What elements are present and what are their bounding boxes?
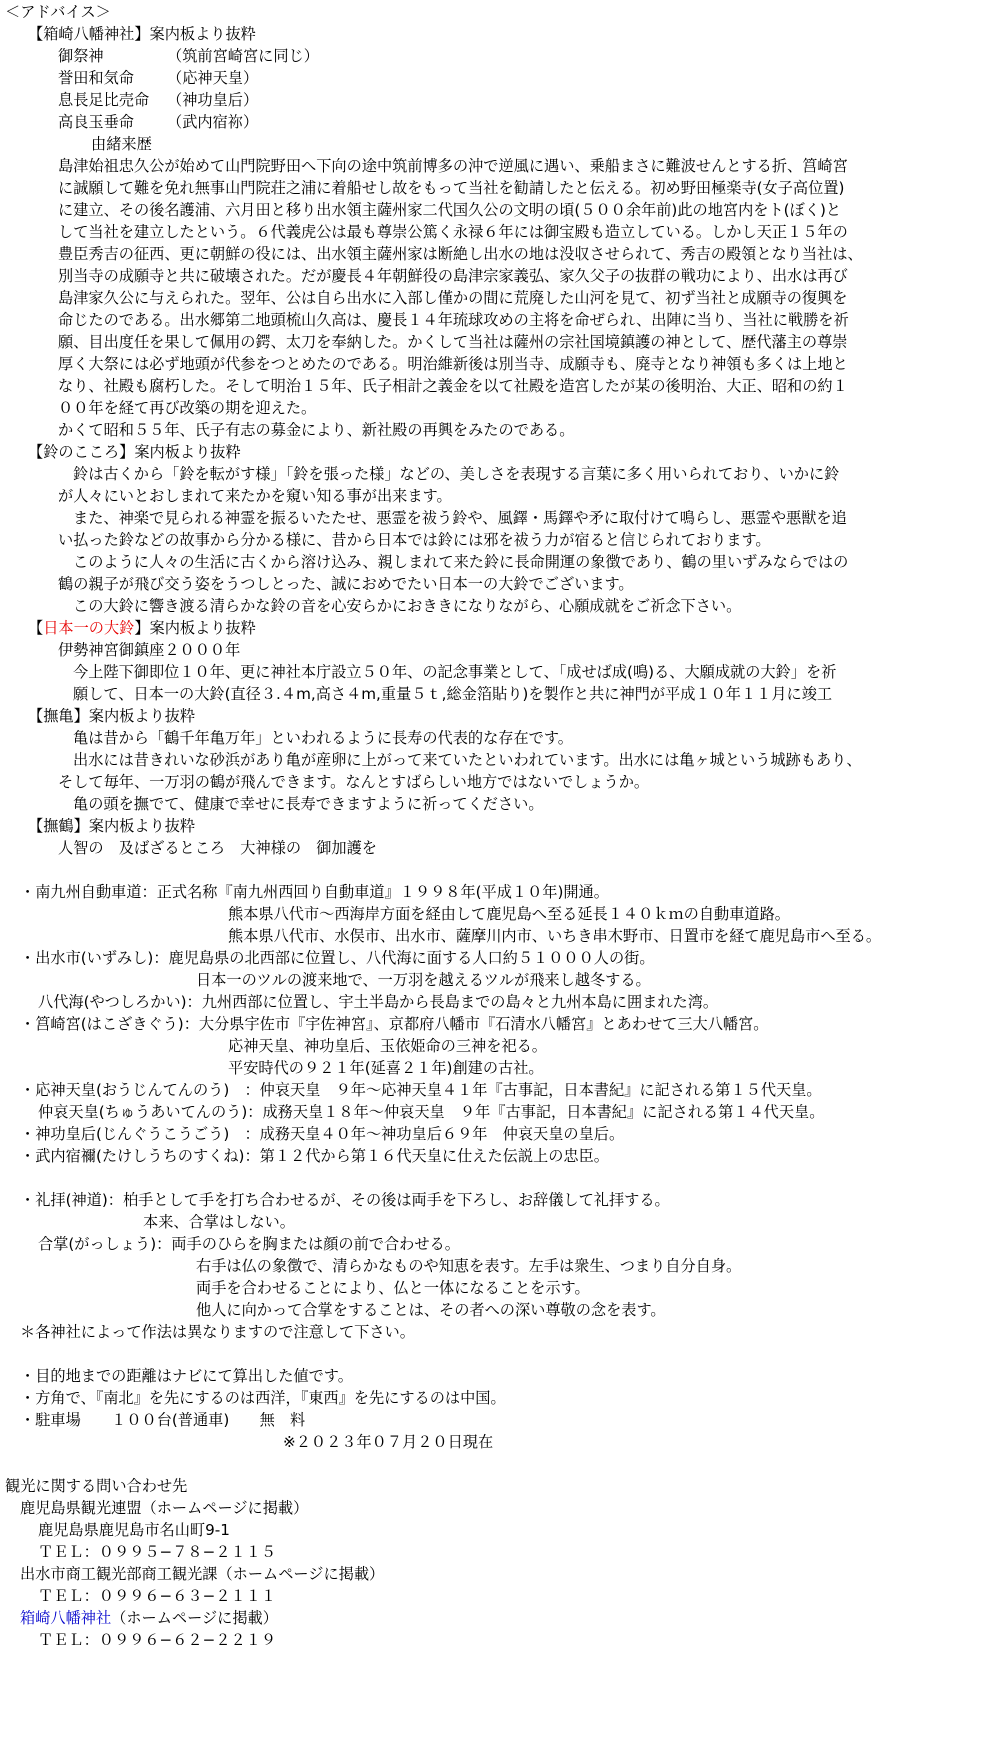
contact-tel: ＴＥＬ：０９９６−６３−２１１１ xyxy=(38,1587,277,1605)
history-line: ００年を経て再び改築の期を迎えた。 xyxy=(58,399,317,417)
contact-heading: 観光に関する問い合わせ先 xyxy=(5,1477,188,1495)
suzu-line: い払った鈴などの故事から分かる様に、昔から日本では鈴には邪を祓う力が宿ると信じられております。 xyxy=(58,531,771,549)
history-title: 由緒来歴 xyxy=(91,135,152,153)
kame-line: 出水には昔きれいな砂浜があり亀が産卵に上がって来ていたといわれています。出水には亀ヶ城という城跡もあり、 xyxy=(73,751,862,769)
note-as-of-date: ※２０２３年０７月２０日現在 xyxy=(283,1433,494,1451)
contact-org-shrine xyxy=(20,1608,278,1630)
note-izumi-city: ・出水市(いずみし)：鹿児島県の北西部に位置し、八代海に面する人口約５１０００人の街。 xyxy=(20,949,655,967)
note-ojin: ・応神天皇(おうじんてんのう) ：仲哀天皇 ９年〜応神天皇４１年『古事記，日本書紀』に記される第１５代天皇。 xyxy=(20,1081,822,1099)
deity-note: （応神天皇） xyxy=(167,69,259,87)
contact-tel: ＴＥＬ：０９９６−６２−２２１９ xyxy=(38,1631,277,1649)
history-line: に建立、その後名護浦、六月田と移り出水領主薩州家二代国久公の文明の頃(５００余年前)此の地宮内をト(ぼく)と xyxy=(58,201,842,219)
osuzu-subtitle: 伊勢神宮御鎮座２０００年 xyxy=(58,641,241,659)
suzu-line: 鈴は古くから「鈴を転がす様」「鈴を張った様」などの、美しさを表現する言葉に多く用いられており、いかに鈴 xyxy=(73,465,840,483)
deity-note: （武内宿祢） xyxy=(167,113,259,131)
suzu-title: 【鈴のこころ】案内板より抜粋 xyxy=(28,443,241,461)
deity-note: （神功皇后） xyxy=(167,91,259,109)
note-gassho: 合掌(がっしょう)：両手のひらを胸または顔の前で合わせる。 xyxy=(38,1235,460,1253)
hakozaki-title: 【箱崎八幡神社】案内板より抜粋 xyxy=(28,25,256,43)
suzu-line: また、神楽で見られる神霊を振るいたたせ、悪霊を祓う鈴や、風鐸・馬鐸や矛に取付けて鳴らし、悪霊や悪獣を追 xyxy=(73,509,847,527)
history-line: 豊臣秀吉の征西、更に朝鮮の役には、出水領主薩州家は断絶し出水の地は没収させられて、秀吉の殿領となり当社は、 xyxy=(58,245,863,263)
history-line: に誠願して難を免れ無事山門院荘之浦に着船せし故をもって当社を勧請したと伝える。初め野田極楽寺(女子高位置) xyxy=(58,179,845,197)
note-caution: ＊各神社によって作法は異なりますので注意して下さい。 xyxy=(20,1323,415,1341)
kame-line: そして毎年、一万羽の鶴が飛んできます。なんとすばらしい地方ではないでしょうか。 xyxy=(58,773,650,791)
shrine-link[interactable]: 箱崎八幡神社 xyxy=(20,1609,112,1627)
osuzu-bracket: 【 xyxy=(28,619,44,637)
osuzu-line: 今上陛下御即位１０年、更に神社本庁設立５０年、の記念事業として、「成せば成(鳴)る、大願成就の大鈴」を祈 xyxy=(73,663,837,681)
note-gassho-detail: 右手は仏の象徴で、清らかなものや知恵を表す。左手は衆生、つまり自分自身。 xyxy=(196,1257,742,1275)
deity-note: （筑前宮崎宮に同じ） xyxy=(167,47,319,65)
note-direction: ・方角で、『南北』を先にするのは西洋，『東西』を先にするのは中国。 xyxy=(20,1389,506,1407)
note-worship: ・礼拝(神道)：柏手として手を打ち合わせるが、その後は両手を下ろし、お辞儀して礼拝する。 xyxy=(20,1191,670,1209)
osuzu-title-rest: 】案内板より抜粋 xyxy=(134,619,256,637)
deity-name: 息長足比売命 xyxy=(58,91,150,109)
note-chuai: 仲哀天皇(ちゅうあいてんのう)：成務天皇１８年〜仲哀天皇 ９年『古事記，日本書紀』に記される第１４代天皇。 xyxy=(38,1103,825,1121)
history-line: なり、社殿も腐朽した。そして明治１５年、氏子相計之義金を以て社殿を造宮したが某の後明治、大正、昭和の約１ xyxy=(58,377,848,395)
history-line: 命じたのである。出水郷第二地頭梳山久高は、慶長１４年琉球攻めの主将を命ぜられ、出陣に当り、当社に戦勝を祈 xyxy=(58,311,849,329)
history-line: 願、目出度任を果して佩用の鍔、太刀を奉納した。かくして当社は薩州の宗社国境鎮護の神として、歴代藩主の尊崇 xyxy=(58,333,848,351)
contact-org-kagoshima: 鹿児島県観光連盟（ホームページに掲載） xyxy=(20,1499,309,1517)
kame-title: 【撫亀】案内板より抜粋 xyxy=(28,707,196,725)
suzu-line: 鶴の親子が飛び交う姿をうつしとった、誠におめでたい日本一の大鈴でございます。 xyxy=(58,575,634,593)
contact-tel: ＴＥＬ：０９９５−７８−２１１５ xyxy=(38,1543,277,1561)
note-parking: ・駐車場 １００台(普通車) 無 料 xyxy=(20,1411,306,1429)
deity-name: 誉田和気命 xyxy=(58,69,134,87)
note-expressway: ・南九州自動車道：正式名称『南九州西回り自動車道』１９９８年(平成１０年)開通。 xyxy=(20,883,609,901)
tsuru-line: 人智の 及ばざるところ 大神様の 御加護を xyxy=(58,839,377,857)
osuzu-title xyxy=(28,618,256,640)
history-line: して当社を建立したという。６代義虎公は最も尊崇公篤く永禄６年には御宝殿も造立している。しかし天正１５年の xyxy=(58,223,848,241)
shrine-link-note: （ホームページに掲載） xyxy=(111,1609,278,1627)
note-jingu: ・神功皇后(じんぐうこうごう) ：成務天皇４０年〜神功皇后６９年 仲哀天皇の皇后。 xyxy=(20,1125,625,1143)
note-gassho-detail: 両手を合わせることにより、仏と一体になることを示す。 xyxy=(196,1279,590,1297)
history-line: 厚く大祭には必ず地頭が代参をつとめたのである。明治維新後は別当寺、成願寺も、廃寺となり神領も多くは上地と xyxy=(58,355,848,373)
note-gassho-detail: 他人に向かって合掌をすることは、その者への深い尊敬の念を表す。 xyxy=(196,1301,666,1319)
history-line: かくて昭和５５年、氏子有志の募金により、新社殿の再興をみたのである。 xyxy=(58,421,575,439)
osuzu-title-highlight: 日本一の大鈴 xyxy=(43,619,135,637)
kame-line: 亀は昔から「鶴千年亀万年」といわれるように長寿の代表的な存在です。 xyxy=(73,729,573,747)
contact-address: 鹿児島県鹿児島市名山町9-1 xyxy=(38,1521,230,1539)
suzu-line: このように人々の生活に古くから溶け込み、親しまれて来た鈴に長命開運の象徴であり、鶴の里いずみならではの xyxy=(73,553,849,571)
note-worship-detail: 本来、合掌はしない。 xyxy=(143,1213,295,1231)
suzu-line: が人々にいとおしまれて来たかを窺い知る事が出来ます。 xyxy=(58,487,452,505)
note-izumi-detail: 日本一のツルの渡来地で、一万羽を越えるツルが飛来し越冬する。 xyxy=(196,971,651,989)
note-expressway-detail: 熊本県八代市、水俣市、出水市、薩摩川内市、いちき串木野市、日置市を経て鹿児島市へ至る。 xyxy=(228,927,882,945)
history-line: 島津始祖忠久公が始めて山門院野田へ下向の途中筑前博多の沖で逆風に遇い、乗船まさに難波せんとする折、筥崎宮 xyxy=(58,157,848,175)
note-hakozakigu: ・筥崎宮(はこざきぐう)：大分県宇佐市『宇佐神宮』、京都府八幡市『石清水八幡宮』とあわせて三大八幡宮。 xyxy=(20,1015,769,1033)
kame-line: 亀の頭を撫でて、健康で幸せに長寿できますように祈ってください。 xyxy=(73,795,544,813)
tsuru-title: 【撫鶴】案内板より抜粋 xyxy=(28,817,196,835)
note-expressway-detail: 熊本県八代市〜西海岸方面を経由して鹿児島へ至る延長１４０ｋｍの自動車道路。 xyxy=(228,905,790,923)
history-line: 別当寺の成願寺と共に破壊された。だが慶長４年朝鮮役の島津宗家義弘、家久父子の抜群の戦功により、出水は再び xyxy=(58,267,848,285)
note-hakozakigu-detail: 応神天皇、神功皇后、玉依姫命の三神を祀る。 xyxy=(228,1037,547,1055)
osuzu-line: 願して、日本一の大鈴(直径３.４m,高さ４m,重量５ｔ,総金箔貼り)を製作と共に神門が平成１０年１１月に竣工 xyxy=(73,685,833,703)
deity-name: 御祭神 xyxy=(58,47,104,65)
note-hakozakigu-detail: 平安時代の９２１年(延喜２１年)創建の古社。 xyxy=(228,1059,544,1077)
contact-org-izumi: 出水市商工観光部商工観光課（ホームページに掲載） xyxy=(20,1565,385,1583)
note-distance: ・目的地までの距離はナビにて算出した値です。 xyxy=(20,1367,353,1385)
note-yatsushiro-sea: 八代海(やつしろかい)：九州西部に位置し、宇土半島から長島までの島々と九州本島に囲まれた湾。 xyxy=(38,993,719,1011)
deity-name: 高良玉垂命 xyxy=(58,113,134,131)
note-takeshiuchi: ・武内宿禰(たけしうちのすくね)：第１２代から第１６代天皇に仕えた伝説上の忠臣。 xyxy=(20,1147,609,1165)
history-line: 島津家久公に与えられた。翌年、公は自ら出水に入部し僅かの間に荒廃した山河を見て、初ず当社と成願寺の復興を xyxy=(58,289,848,307)
advice-heading: ＜アドバイス＞ xyxy=(5,3,111,21)
suzu-line: この大鈴に響き渡る清らかな鈴の音を心安らかにおききになりながら、心願成就をご祈念下さい。 xyxy=(73,597,742,615)
